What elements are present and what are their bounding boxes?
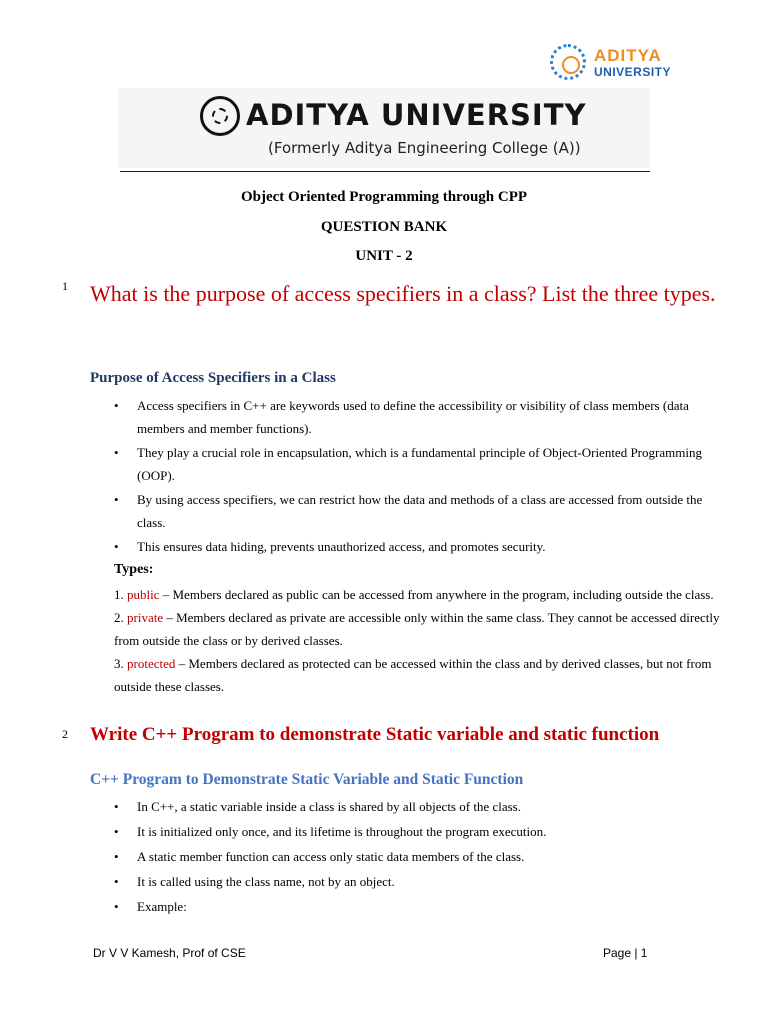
type-item: 1. public – Members declared as public can be accessed from anywhere in the program, including outside the class. <box>114 587 714 602</box>
answer-heading: Purpose of Access Specifiers in a Class <box>90 370 336 386</box>
footer-author: Dr V V Kamesh, Prof of CSE <box>93 946 246 960</box>
corner-logo-sub: UNIVERSITY <box>594 65 672 79</box>
list-item: • It is called using the class name, not by an object. <box>90 870 730 893</box>
answer-heading: C++ Program to Demonstrate Static Variable and Static Function <box>90 771 524 788</box>
answer-bullet-list <box>90 795 730 920</box>
types-list <box>114 583 720 698</box>
corner-logo <box>550 44 680 86</box>
question-number: 2 <box>62 727 68 741</box>
header-divider <box>120 171 650 172</box>
page-number: Page | 1 <box>603 946 648 960</box>
types-label: Types: <box>114 562 154 577</box>
list-item: • By using access specifiers, we can restrict how the data and methods of a class are accessed from outside the class. <box>90 488 730 534</box>
question-number: 1 <box>62 279 68 293</box>
list-item: • This ensures data hiding, prevents unauthorized access, and promotes security. <box>90 535 730 558</box>
answer-bullet-list <box>90 394 730 559</box>
question-text: What is the purpose of access specifiers in a class? List the three types. <box>90 281 716 306</box>
list-item: • A static member function can access only static data members of the class. <box>90 845 730 868</box>
list-item: • They play a crucial role in encapsulation, which is a fundamental principle of Object-Oriented Programming (OOP). <box>90 441 730 487</box>
university-seal-icon <box>200 96 240 136</box>
list-item: • It is initialized only once, and its lifetime is throughout the program execution. <box>90 820 730 843</box>
sun-emblem-icon <box>550 44 586 80</box>
banner-title: ADITYA UNIVERSITY <box>246 98 587 132</box>
list-item: • Access specifiers in C++ are keywords used to define the accessibility or visibility of class members (data members and member functions). <box>90 394 730 440</box>
keyword-protected: protected <box>127 656 176 671</box>
keyword-private: private <box>127 610 164 625</box>
corner-logo-name: ADITYA <box>594 46 662 65</box>
question-text: Write C++ Program to demonstrate Static variable and static function <box>90 724 660 745</box>
type-item: 2. private – Members declared as private are accessible only within the same class. They cannot be accessed directly from outside the class or by derived classes. <box>114 610 720 648</box>
list-item: • In C++, a static variable inside a class is shared by all objects of the class. <box>90 795 730 818</box>
banner-subtitle: (Formerly Aditya Engineering College (A)) <box>268 139 581 157</box>
list-item: • Example: <box>90 895 730 918</box>
type-item: 3. protected – Members declared as protected can be accessed within the class and by derived classes, but not from outside these classes. <box>114 656 712 694</box>
question-bank-title: QUESTION BANK <box>320 219 448 235</box>
keyword-public: public <box>127 587 160 602</box>
course-title: Object Oriented Programming through CPP <box>240 189 528 205</box>
unit-title: UNIT - 2 <box>355 248 413 264</box>
